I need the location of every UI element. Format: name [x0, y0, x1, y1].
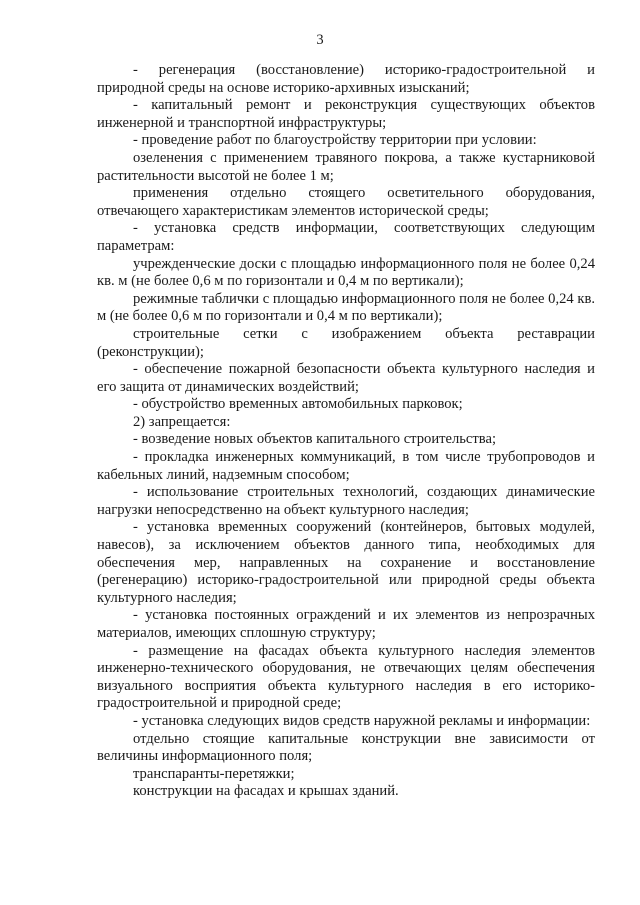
paragraph-fences: - установка постоянных ограждений и их элементов из непрозрачных материалов, имеющих сплошную структуру; [97, 607, 595, 641]
paragraph-regeneration: - регенерация (восстановление) историко-градостроительной и природной среды на основе историко-архивных изысканий; [97, 62, 595, 96]
paragraph-advertising: - установка следующих видов средств наружной рекламы и информации: [133, 712, 591, 729]
paragraph-regime-plates: режимные таблички с площадью информационного поля не более 0,24 кв. м (не более 0,6 м по горизонтали и 0,4 м по вертикали); [97, 290, 595, 325]
paragraph-lighting: применения отдельно стоящего осветительного оборудования, отвечающего характеристикам элементов исторической среды; [97, 185, 595, 219]
paragraph-greening: озеленения с применением травяного покрова, а также кустарниковой растительности высотой не более 1 м; [97, 149, 595, 184]
paragraph-banners: транспаранты-перетяжки; [133, 765, 295, 782]
paragraph-utilities: - прокладка инженерных коммуникаций, в том числе трубопроводов и кабельных линий, надземным способом; [97, 449, 595, 483]
paragraph-facade-roof: конструкции на фасадах и крышах зданий. [133, 783, 399, 800]
document-body [97, 62, 595, 801]
paragraph-landscaping: - проведение работ по благоустройству территории при условии: [133, 132, 537, 149]
paragraph-info-means: - установка средств информации, соответствующих следующим параметрам: [97, 220, 595, 254]
paragraph-parking: - обустройство временных автомобильных парковок; [133, 396, 463, 413]
paragraph-freestanding: отдельно стоящие капитальные конструкции вне зависимости от величины информационного поля; [97, 730, 595, 765]
paragraph-construction-nets: строительные сетки с изображением объекта реставрации (реконструкции); [97, 325, 595, 360]
paragraph-fire-safety: - обеспечение пожарной безопасности объекта культурного наследия и его защита от динамических воздействий; [97, 361, 595, 395]
paragraph-capital-repair: - капитальный ремонт и реконструкция существующих объектов инженерной и транспортной инфраструктуры; [97, 97, 595, 131]
paragraph-new-construction: - возведение новых объектов капитального строительства; [133, 431, 497, 448]
page-number: 3 [316, 32, 324, 48]
paragraph-dynamic-loads: - использование строительных технологий, создающих динамические нагрузки непосредственно на объект культурного наследия; [97, 484, 595, 518]
paragraph-temporary-structures: - установка временных сооружений (контейнеров, бытовых модулей, навесов), за исключением объектов данного типа, необходимых для обеспечения мер, направленных на сохранение и восстановление (регенерацию) историко-градостроительной или природной среды объекта культурного наследия; [97, 519, 595, 606]
paragraph-prohibited-heading: 2) запрещается: [133, 413, 231, 430]
paragraph-office-boards: учрежденческие доски с площадью информационного поля не более 0,24 кв. м (не более 0,6 м по горизонтали и 0,4 м по вертикали); [97, 255, 595, 290]
paragraph-facade-equipment: - размещение на фасадах объекта культурного наследия элементов инженерно-технического оборудования, не отвечающих целям обеспечения визуального восприятия объекта культурного наследия в его историко-градостроительной и природной среде; [97, 642, 595, 712]
